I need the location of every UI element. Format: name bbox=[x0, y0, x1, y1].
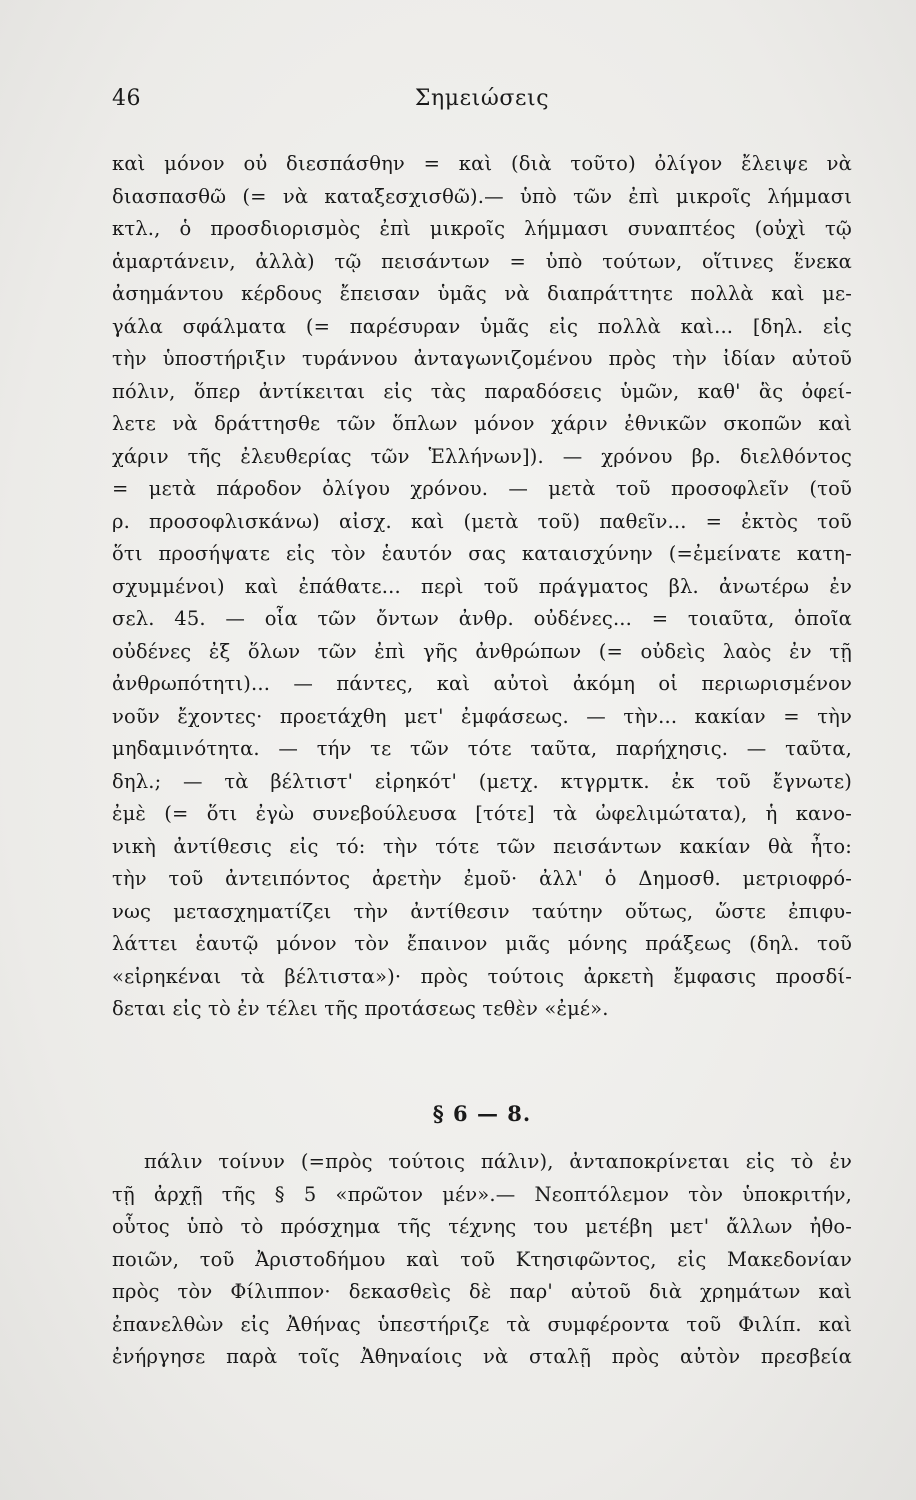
text-line: καὶ μόνον οὐ διεσπάσθην = καὶ (διὰ τοῦτο) ὀλίγον ἔλειψε νὰ bbox=[112, 152, 852, 175]
notes-paragraph-2 bbox=[112, 1146, 852, 1374]
text-line: δεται εἰς τὸ ἐν τέλει τῆς προτάσεως τεθὲν «ἐμέ». bbox=[112, 997, 609, 1020]
text-line: κτλ., ὁ προσδιορισμὸς ἐπὶ μικροῖς λήμμασι συναπτέος (οὐχὶ τῷ bbox=[112, 217, 852, 240]
running-title: Σημειώσεις bbox=[414, 86, 550, 111]
text-line: χάριν τῆς ἐλευθερίας τῶν Ἑλλήνων]). — χρόνου βρ. διελθόντος bbox=[112, 444, 852, 468]
text-line: τὴν ὑποστήριξιν τυράννου ἀνταγωνιζομένου πρὸς τὴν ἰδίαν αὐτοῦ bbox=[112, 347, 852, 370]
text-line: νικὴ ἀντίθεσις εἰς τό: τὴν τότε τῶν πεισάντων κακίαν θὰ ἦτο: bbox=[112, 834, 852, 858]
text-line: σελ. 45. — οἷα τῶν ὄντων ἀνθρ. οὐδένες... = τοιαῦτα, ὁποῖα bbox=[112, 607, 852, 630]
text-line: ἐμὲ (= ὅτι ἐγὼ συνεβούλευσα [τότε] τὰ ὠφελιμώτατα), ἡ κανο- bbox=[112, 802, 852, 825]
text-line: νοῦν ἔχοντες· προετάχθη μετ' ἐμφάσεως. — τὴν... κακίαν = τὴν bbox=[112, 704, 852, 728]
text-line: διασπασθῶ (= νὰ καταξεσχισθῶ).— ὑπὸ τῶν ἐπὶ μικροῖς λήμμασι bbox=[112, 184, 852, 208]
text-line: ἁμαρτάνειν, ἀλλὰ) τῷ πεισάντων = ὑπὸ τούτων, οἵτινες ἕνεκα bbox=[112, 249, 852, 273]
text-line: ρ. προσοφλισκάνω) αἰσχ. καὶ (μετὰ τοῦ) παθεῖν... = ἐκτὸς τοῦ bbox=[112, 509, 852, 533]
text-line: δηλ.; — τὰ βέλτιστ' εἰρηκότ' (μετχ. κτγρμτκ. ἐκ τοῦ ἔγνωτε) bbox=[112, 769, 852, 793]
text-line: γάλα σφάλματα (= παρέσυραν ὑμᾶς εἰς πολλὰ καὶ... [δηλ. εἰς bbox=[112, 314, 852, 338]
text-line: πόλιν, ὅπερ ἀντίκειται εἰς τὰς παραδόσεις ὑμῶν, καθ' ἃς ὀφεί- bbox=[112, 379, 852, 403]
text-line: μηδαμινότητα. — τήν τε τῶν τότε ταῦτα, παρήχησις. — ταῦτα, bbox=[112, 737, 852, 760]
text-line: νως μετασχηματίζει τὴν ἀντίθεσιν ταύτην οὕτως, ὥστε ἐπιφυ- bbox=[112, 899, 852, 923]
page-number: 46 bbox=[112, 86, 141, 111]
text-line: ἐπανελθὼν εἰς Ἀθήνας ὑπεστήριζε τὰ συμφέροντα τοῦ Φιλίπ. καὶ bbox=[112, 1312, 852, 1336]
text-line: ποιῶν, τοῦ Ἀριστοδήμου καὶ τοῦ Κτησιφῶντος, εἰς Μακεδονίαν bbox=[112, 1247, 852, 1271]
page-header bbox=[112, 86, 852, 120]
notes-paragraph-1 bbox=[112, 148, 852, 1026]
text-line: τὴν τοῦ ἀντειπόντος ἀρετὴν ἐμοῦ· ἀλλ' ὁ Δημοσθ. μετριοφρό- bbox=[112, 867, 852, 890]
text-line: λάττει ἑαυτῷ μόνον τὸν ἔπαινον μιᾶς μόνης πράξεως (δηλ. τοῦ bbox=[112, 932, 852, 955]
text-line: ἐνήργησε παρὰ τοῖς Ἀθηναίοις νὰ σταλῇ πρὸς αὐτὸν πρεσβεία bbox=[112, 1345, 852, 1368]
section-heading: § 6 — 8. bbox=[432, 1101, 532, 1126]
text-line: ἀνθρωπότητι)... — πάντες, καὶ αὐτοὶ ἀκόμη οἱ περιωρισμένον bbox=[112, 672, 852, 695]
text-line: πάλιν τοίνυν (=πρὸς τούτοις πάλιν), ἀνταποκρίνεται εἰς τὸ ἐν bbox=[144, 1150, 852, 1173]
text-line: οὗτος ὑπὸ τὸ πρόσχημα τῆς τέχνης του μετέβη μετ' ἄλλων ἠθο- bbox=[112, 1215, 852, 1238]
text-line: οὐδένες ἐξ ὅλων τῶν ἐπὶ γῆς ἀνθρώπων (= οὐδεὶς λαὸς ἐν τῇ bbox=[112, 639, 852, 663]
text-line: = μετὰ πάροδον ὀλίγου χρόνου. — μετὰ τοῦ προσοφλεῖν (τοῦ bbox=[112, 477, 852, 500]
text-line: ὅτι προσήψατε εἰς τὸν ἑαυτόν σας καταισχύνην (=ἐμείνατε κατη- bbox=[112, 542, 852, 565]
text-line: ἀσημάντου κέρδους ἔπεισαν ὑμᾶς νὰ διαπράττητε πολλὰ καὶ με- bbox=[112, 282, 852, 305]
text-line: «εἰρηκέναι τὰ βέλτιστα»)· πρὸς τούτοις ἀρκετὴ ἔμφασις προσδί- bbox=[112, 964, 852, 988]
text-line: λετε νὰ δράττησθε τῶν ὅπλων μόνον χάριν ἐθνικῶν σκοπῶν καὶ bbox=[112, 412, 852, 435]
text-line: τῇ ἀρχῇ τῆς § 5 «πρῶτον μέν».— Νεοπτόλεμον τὸν ὑποκριτήν, bbox=[112, 1182, 852, 1206]
text-line: σχυμμένοι) καὶ ἐπάθατε... περὶ τοῦ πράγματος βλ. ἀνωτέρω ἐν bbox=[112, 574, 852, 598]
text-line: πρὸς τὸν Φίλιππον· δεκασθεὶς δὲ παρ' αὐτοῦ διὰ χρημάτων καὶ bbox=[112, 1280, 852, 1303]
